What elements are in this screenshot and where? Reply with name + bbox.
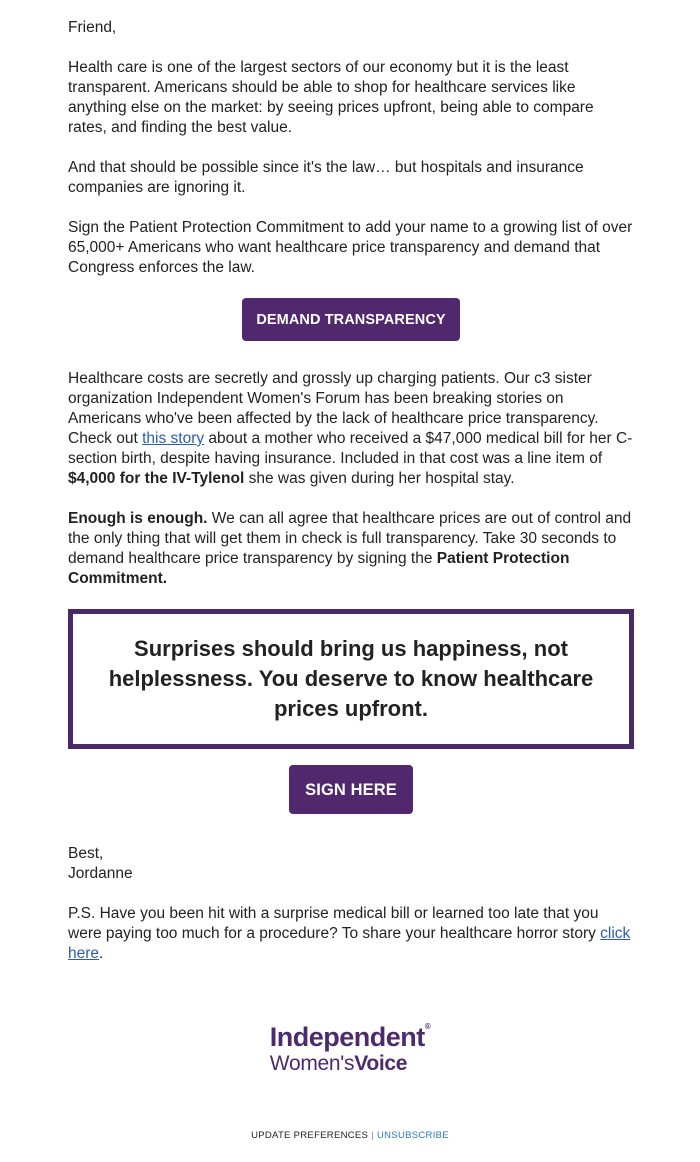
logo-trademark: ®	[424, 1022, 431, 1031]
paragraph-intro: Health care is one of the largest sectors of our economy but it is the least transparent. Americans should be able to shop for healthcare services like anything else on the market: by seeing prices upfront, being able to compare rates, and finding the best value.	[68, 59, 594, 136]
postscript	[68, 904, 634, 964]
signoff-best: Best,	[68, 845, 104, 862]
logo-womens: Women's	[269, 1052, 355, 1075]
footer-separator: |	[371, 1130, 374, 1141]
logo-voice: Voice	[354, 1052, 408, 1075]
signoff	[68, 844, 634, 884]
story-bold-cost: $4,000 for the IV-Tylenol	[68, 470, 245, 487]
paragraph-enough	[68, 509, 634, 589]
demand-transparency-button[interactable]: DEMAND TRANSPARENCY	[242, 298, 459, 341]
logo[interactable]	[0, 1022, 700, 1076]
paragraph-story	[68, 369, 634, 489]
sign-button-wrap	[68, 765, 634, 814]
footer	[0, 1130, 700, 1141]
quote-box	[68, 609, 634, 749]
signoff-name: Jordanne	[68, 865, 133, 882]
sign-here-button[interactable]: SIGN HERE	[289, 765, 413, 814]
ps-text: P.S. Have you been hit with a surprise medical bill or learned too late that you were paying too much for a procedure? To share your healthcare horror story	[68, 905, 601, 942]
logo-independent: Independent	[269, 1022, 425, 1052]
paragraph-commitment: Sign the Patient Protection Commitment to add your name to a growing list of over 65,000+ Americans who want healthcare price transparency and demand that Congress enforces the law.	[68, 219, 633, 276]
enough-bold: Enough is enough.	[68, 510, 208, 527]
update-preferences-link[interactable]: UPDATE PREFERENCES	[251, 1130, 369, 1141]
email-body	[68, 18, 634, 984]
ps-end: .	[99, 945, 104, 962]
greeting: Friend,	[68, 19, 117, 36]
this-story-link[interactable]: this story	[142, 430, 205, 447]
enough-text: We can all agree that healthcare prices are out of control and the only thing that will get them in check is full transparency. Take 30 seconds to demand healthcare price transparency by signing the	[68, 510, 632, 567]
story-text-2: about a mother who received a $47,000 medical bill for her C-section birth, despite having insurance. Included in that cost was a line item of	[68, 430, 633, 467]
unsubscribe-link[interactable]: UNSUBSCRIBE	[376, 1130, 449, 1141]
click-here-link[interactable]: click here	[68, 925, 631, 962]
demand-button-wrap	[68, 298, 634, 341]
enough-bold-end: Patient Protection Commitment.	[68, 550, 570, 587]
paragraph-law: And that should be possible since it's the law… but hospitals and insurance companies are ignoring it.	[68, 159, 584, 196]
story-text-3: she was given during her hospital stay.	[244, 470, 515, 487]
logo-wordmark	[270, 1022, 430, 1076]
quote-text: Surprises should bring us happiness, not helplessness. You deserve to know healthcare prices upfront.	[108, 636, 594, 721]
story-text-1: Healthcare costs are secretly and grossly up charging patients. Our c3 sister organization Independent Women's Forum has been breaking stories on Americans who've been affected by the lack of healthcare price transparency. Check out	[68, 370, 599, 447]
